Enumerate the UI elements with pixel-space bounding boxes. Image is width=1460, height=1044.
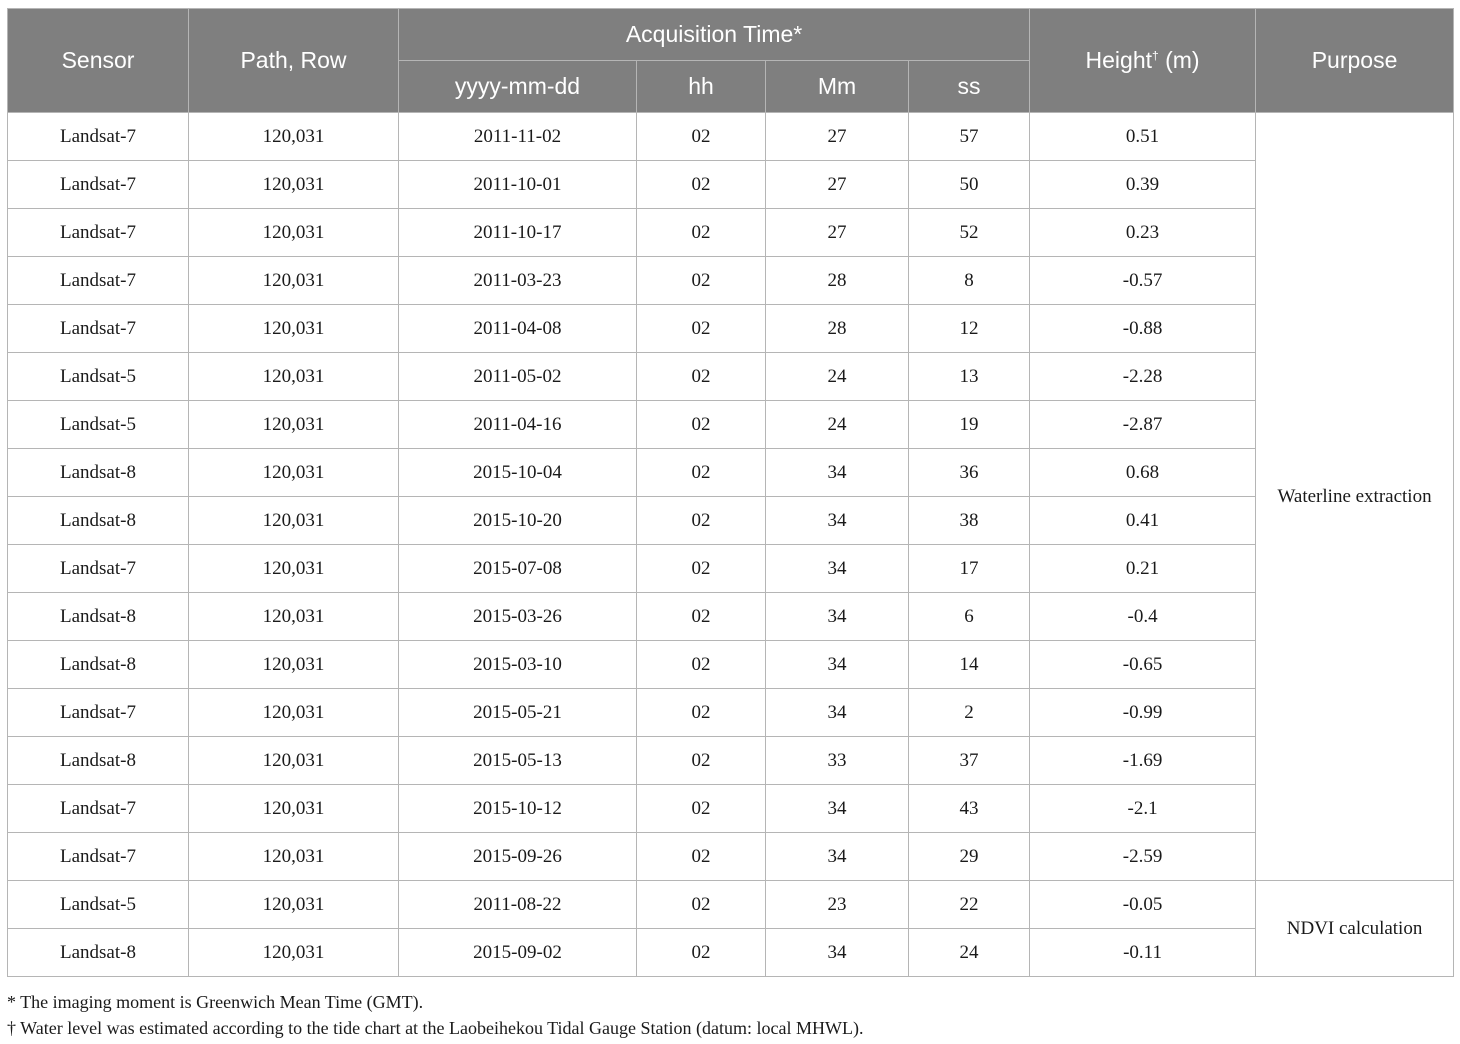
cell-hh: 02: [637, 689, 766, 737]
cell-hh: 02: [637, 593, 766, 641]
cell-date: 2015-03-26: [399, 593, 637, 641]
cell-date: 2015-09-02: [399, 929, 637, 977]
cell-ss: 19: [909, 401, 1030, 449]
header-date: yyyy-mm-dd: [399, 61, 637, 113]
cell-height: -0.11: [1030, 929, 1256, 977]
cell-mm: 34: [766, 593, 909, 641]
cell-path-row: 120,031: [189, 257, 399, 305]
table-row: [8, 209, 1454, 257]
cell-sensor: Landsat-5: [8, 401, 189, 449]
cell-sensor: Landsat-5: [8, 881, 189, 929]
cell-sensor: Landsat-8: [8, 929, 189, 977]
cell-sensor: Landsat-7: [8, 161, 189, 209]
footnote-water-level: † Water level was estimated according to the tide chart at the Laobeihekou Tidal Gauge Station (datum: local MHWL).: [7, 1018, 864, 1038]
cell-mm: 28: [766, 305, 909, 353]
table-row: [8, 305, 1454, 353]
cell-mm: 27: [766, 209, 909, 257]
cell-ss: 14: [909, 641, 1030, 689]
table-row: [8, 257, 1454, 305]
cell-ss: 13: [909, 353, 1030, 401]
cell-sensor: Landsat-5: [8, 353, 189, 401]
cell-sensor: Landsat-8: [8, 737, 189, 785]
cell-date: 2011-04-16: [399, 401, 637, 449]
cell-path-row: 120,031: [189, 881, 399, 929]
cell-path-row: 120,031: [189, 785, 399, 833]
cell-date: 2011-08-22: [399, 881, 637, 929]
cell-ss: 50: [909, 161, 1030, 209]
cell-sensor: Landsat-8: [8, 593, 189, 641]
table-row: [8, 161, 1454, 209]
cell-mm: 34: [766, 545, 909, 593]
table-row: [8, 785, 1454, 833]
table-row: [8, 641, 1454, 689]
cell-path-row: 120,031: [189, 545, 399, 593]
cell-ss: 38: [909, 497, 1030, 545]
cell-hh: 02: [637, 353, 766, 401]
header-path-row: Path, Row: [189, 9, 399, 113]
cell-date: 2011-11-02: [399, 113, 637, 161]
cell-hh: 02: [637, 785, 766, 833]
cell-date: 2015-10-20: [399, 497, 637, 545]
table-row: [8, 593, 1454, 641]
cell-ss: 36: [909, 449, 1030, 497]
cell-height: -2.1: [1030, 785, 1256, 833]
cell-ss: 29: [909, 833, 1030, 881]
cell-path-row: 120,031: [189, 401, 399, 449]
cell-mm: 34: [766, 785, 909, 833]
cell-sensor: Landsat-7: [8, 689, 189, 737]
table-row: [8, 401, 1454, 449]
cell-hh: 02: [637, 497, 766, 545]
cell-date: 2015-10-04: [399, 449, 637, 497]
table-body: [8, 113, 1454, 977]
cell-ss: 17: [909, 545, 1030, 593]
cell-hh: 02: [637, 449, 766, 497]
cell-purpose: NDVI calculation: [1256, 881, 1454, 977]
cell-date: 2015-05-21: [399, 689, 637, 737]
dagger-mark: †: [1152, 48, 1159, 63]
table-row: [8, 929, 1454, 977]
cell-path-row: 120,031: [189, 497, 399, 545]
table-row: [8, 545, 1454, 593]
cell-ss: 43: [909, 785, 1030, 833]
cell-height: -0.57: [1030, 257, 1256, 305]
cell-date: 2011-05-02: [399, 353, 637, 401]
cell-date: 2015-05-13: [399, 737, 637, 785]
cell-path-row: 120,031: [189, 449, 399, 497]
cell-height: 0.51: [1030, 113, 1256, 161]
cell-mm: 34: [766, 641, 909, 689]
cell-mm: 23: [766, 881, 909, 929]
header-hh: hh: [637, 61, 766, 113]
cell-date: 2011-10-17: [399, 209, 637, 257]
cell-mm: 24: [766, 401, 909, 449]
cell-height: -2.87: [1030, 401, 1256, 449]
cell-ss: 6: [909, 593, 1030, 641]
cell-sensor: Landsat-8: [8, 641, 189, 689]
cell-sensor: Landsat-8: [8, 497, 189, 545]
cell-hh: 02: [637, 545, 766, 593]
cell-path-row: 120,031: [189, 737, 399, 785]
cell-hh: 02: [637, 833, 766, 881]
table-row: [8, 881, 1454, 929]
cell-hh: 02: [637, 305, 766, 353]
cell-mm: 27: [766, 113, 909, 161]
cell-ss: 57: [909, 113, 1030, 161]
cell-path-row: 120,031: [189, 113, 399, 161]
header-sensor: Sensor: [8, 9, 189, 113]
cell-height: 0.23: [1030, 209, 1256, 257]
cell-date: 2015-09-26: [399, 833, 637, 881]
cell-mm: 28: [766, 257, 909, 305]
cell-purpose: Waterline extraction: [1256, 113, 1454, 881]
cell-height: 0.41: [1030, 497, 1256, 545]
cell-height: 0.68: [1030, 449, 1256, 497]
footnote-gmt: * The imaging moment is Greenwich Mean Time (GMT).: [7, 992, 424, 1012]
table-row: [8, 449, 1454, 497]
cell-path-row: 120,031: [189, 689, 399, 737]
cell-ss: 37: [909, 737, 1030, 785]
cell-date: 2011-03-23: [399, 257, 637, 305]
cell-hh: 02: [637, 401, 766, 449]
cell-height: -0.4: [1030, 593, 1256, 641]
cell-height: 0.21: [1030, 545, 1256, 593]
cell-mm: 34: [766, 689, 909, 737]
footnotes: [7, 989, 863, 1041]
cell-path-row: 120,031: [189, 593, 399, 641]
cell-path-row: 120,031: [189, 161, 399, 209]
cell-ss: 8: [909, 257, 1030, 305]
table-row: [8, 113, 1454, 161]
cell-date: 2011-04-08: [399, 305, 637, 353]
cell-mm: 27: [766, 161, 909, 209]
cell-sensor: Landsat-7: [8, 113, 189, 161]
cell-hh: 02: [637, 113, 766, 161]
cell-sensor: Landsat-7: [8, 209, 189, 257]
header-height: [1030, 9, 1256, 113]
cell-ss: 52: [909, 209, 1030, 257]
cell-hh: 02: [637, 641, 766, 689]
cell-sensor: Landsat-7: [8, 305, 189, 353]
cell-height: -0.88: [1030, 305, 1256, 353]
cell-height: -0.05: [1030, 881, 1256, 929]
header-height-label: Height: [1085, 47, 1152, 73]
cell-height: -2.59: [1030, 833, 1256, 881]
table-row: [8, 497, 1454, 545]
cell-hh: 02: [637, 929, 766, 977]
cell-ss: 12: [909, 305, 1030, 353]
cell-height: -0.65: [1030, 641, 1256, 689]
table-row: [8, 353, 1454, 401]
header-purpose: Purpose: [1256, 9, 1454, 113]
table-row: [8, 689, 1454, 737]
cell-height: -0.99: [1030, 689, 1256, 737]
cell-date: 2011-10-01: [399, 161, 637, 209]
cell-date: 2015-03-10: [399, 641, 637, 689]
cell-path-row: 120,031: [189, 929, 399, 977]
cell-sensor: Landsat-7: [8, 545, 189, 593]
cell-ss: 22: [909, 881, 1030, 929]
table-header: [8, 9, 1454, 113]
cell-mm: 34: [766, 449, 909, 497]
header-height-unit: (m): [1158, 47, 1200, 73]
cell-path-row: 120,031: [189, 305, 399, 353]
cell-hh: 02: [637, 257, 766, 305]
cell-height: 0.39: [1030, 161, 1256, 209]
table-row: [8, 833, 1454, 881]
cell-hh: 02: [637, 881, 766, 929]
cell-mm: 34: [766, 497, 909, 545]
cell-hh: 02: [637, 161, 766, 209]
cell-sensor: Landsat-7: [8, 257, 189, 305]
cell-hh: 02: [637, 209, 766, 257]
cell-sensor: Landsat-8: [8, 449, 189, 497]
cell-date: 2015-10-12: [399, 785, 637, 833]
cell-path-row: 120,031: [189, 833, 399, 881]
cell-ss: 2: [909, 689, 1030, 737]
header-ss: ss: [909, 61, 1030, 113]
cell-height: -2.28: [1030, 353, 1256, 401]
header-mm: Mm: [766, 61, 909, 113]
cell-sensor: Landsat-7: [8, 785, 189, 833]
cell-hh: 02: [637, 737, 766, 785]
cell-mm: 34: [766, 833, 909, 881]
cell-path-row: 120,031: [189, 641, 399, 689]
cell-path-row: 120,031: [189, 353, 399, 401]
cell-mm: 34: [766, 929, 909, 977]
acquisition-table: [7, 8, 1454, 977]
header-acquisition-time: Acquisition Time*: [399, 9, 1030, 61]
cell-ss: 24: [909, 929, 1030, 977]
cell-mm: 33: [766, 737, 909, 785]
cell-mm: 24: [766, 353, 909, 401]
cell-height: -1.69: [1030, 737, 1256, 785]
cell-path-row: 120,031: [189, 209, 399, 257]
table-row: [8, 737, 1454, 785]
cell-date: 2015-07-08: [399, 545, 637, 593]
cell-sensor: Landsat-7: [8, 833, 189, 881]
